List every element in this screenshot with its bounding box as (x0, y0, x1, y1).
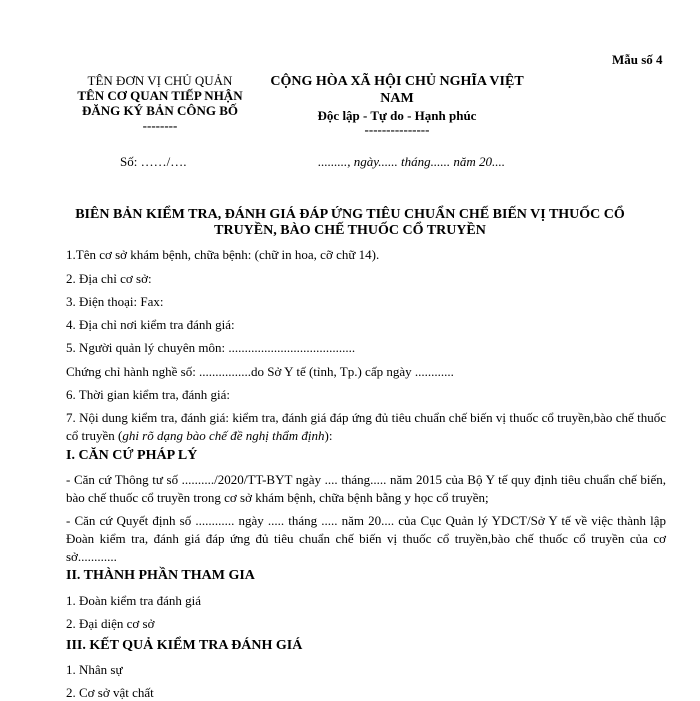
agency-name: TÊN ĐƠN VỊ CHỦ QUẢN (87, 73, 233, 88)
section-participants-heading: II. THÀNH PHẦN THAM GIA (66, 568, 255, 583)
participants-facility-rep: 2. Đại diện cơ sở (66, 616, 155, 631)
right-header (262, 73, 532, 136)
right-separator: --------------- (364, 122, 430, 137)
left-header (60, 73, 260, 133)
results-personnel: 1. Nhân sự (66, 662, 123, 677)
results-facilities: 2. Cơ sở vật chất (66, 685, 154, 700)
legal-basis-decision: - Căn cứ Quyết định số ............ ngày ..... tháng ..... năm 20.... của Cục Quản lý YDCT/Sở Y tế về việc thành lập Đoàn kiểm tra, đánh giá đáp ứng đủ tiêu chuẩn chế biến vị thuốc cổ truyền,bào chế thuốc cổ truyền của cơ sở............ (66, 513, 666, 564)
item-phone-fax: 3. Điện thoại: Fax: (66, 294, 164, 309)
content-note: ghi rõ dạng bào chế đề nghị thẩm định (122, 428, 325, 443)
content-end: ): (324, 428, 333, 443)
receiving-agency-line2: ĐĂNG KÝ BẢN CÔNG BỐ (81, 103, 238, 118)
national-motto: Độc lập - Tự do - Hạnh phúc (317, 108, 477, 123)
legal-basis-circular: - Căn cứ Thông tư số ........../2020/TT-BYT ngày .... tháng..... năm 2015 của Bộ Y tế quy định tiêu chuẩn chế biến, bào chế thuốc cổ truyền trong cơ sở khám bệnh, chữa bệnh bằng y học cổ truyền; (66, 472, 666, 505)
title-line2: TRUYỀN, BÀO CHẾ THUỐC CỔ TRUYỀN (214, 223, 486, 238)
document-number: Số: ……/…. (120, 154, 187, 169)
document-title (40, 207, 660, 239)
section-legal-basis-heading: I. CĂN CỨ PHÁP LÝ (66, 448, 198, 463)
receiving-agency-line1: TÊN CƠ QUAN TIẾP NHẬN (77, 88, 243, 103)
item-professional-manager: 5. Người quản lý chuyên môn: ....................................... (66, 340, 356, 355)
title-line1: BIÊN BẢN KIỂM TRA, ĐÁNH GIÁ ĐÁP ỨNG TIÊU CHUẨN CHẾ BIẾN VỊ THUỐC CỔ (75, 207, 625, 222)
place-date: ........., ngày...... tháng...... năm 20.... (318, 154, 506, 169)
item-inspection-time: 6. Thời gian kiểm tra, đánh giá: (66, 387, 231, 402)
form-number: Mẫu số 4 (612, 52, 663, 67)
item-inspection-address: 4. Địa chỉ nơi kiểm tra đánh giá: (66, 317, 235, 332)
section-results-heading: III. KẾT QUẢ KIỂM TRA ĐÁNH GIÁ (66, 638, 303, 653)
left-separator: -------- (142, 118, 178, 133)
participants-inspection-team: 1. Đoàn kiểm tra đánh giá (66, 593, 202, 608)
item-inspection-content (66, 409, 666, 445)
item-practice-certificate: Chứng chỉ hành nghề số: ................do Sở Y tế (tỉnh, Tp.) cấp ngày ............ (66, 364, 454, 379)
item-facility-name: 1.Tên cơ sở khám bệnh, chữa bệnh: (chữ in hoa, cỡ chữ 14). (66, 247, 380, 262)
national-title: CỘNG HÒA XÃ HỘI CHỦ NGHĨA VIỆT NAM (270, 74, 524, 106)
content-main: 7. Nội dung kiểm tra, đánh giá: kiểm tra, đánh giá đáp ứng đủ tiêu chuẩn chế biến vị thuốc cổ truyền,bào chế thuốc cổ truyền ( (66, 410, 666, 443)
item-facility-address: 2. Địa chỉ cơ sở: (66, 271, 152, 286)
